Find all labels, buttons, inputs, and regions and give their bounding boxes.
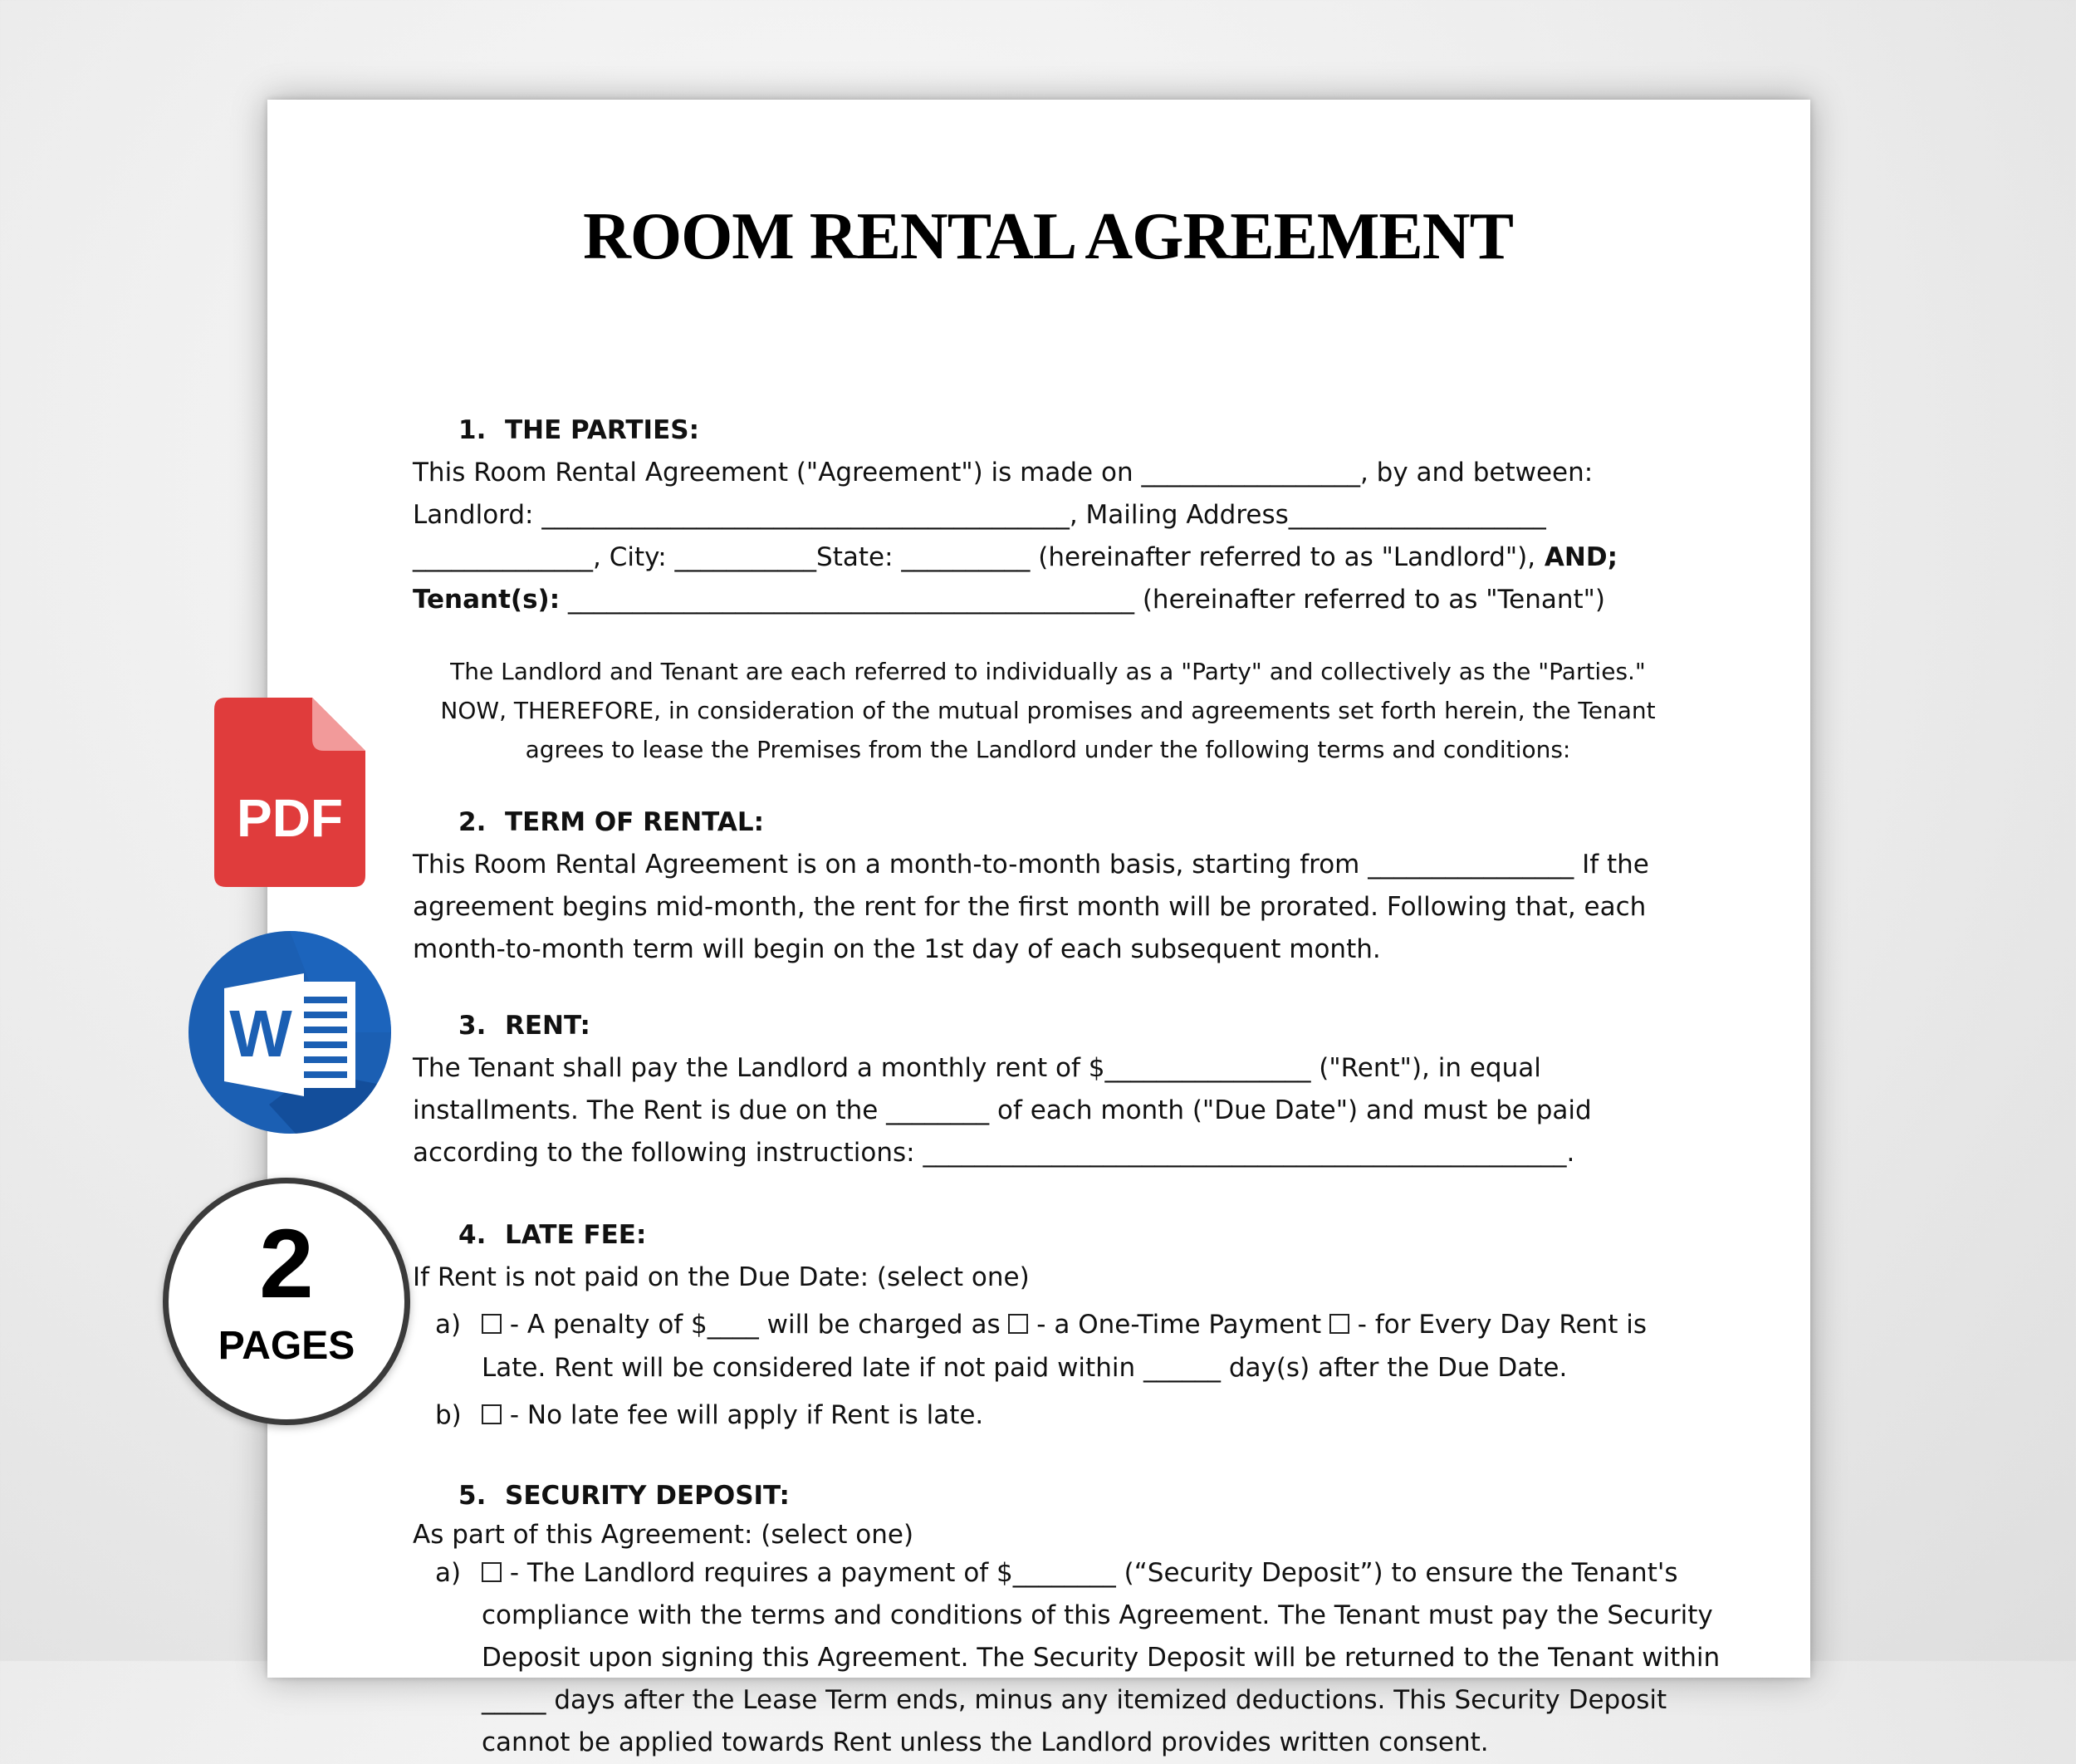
parties-intro-line-2: NOW, THEREFORE, in consideration of the mutual promises and agreements set forth herein, the Tenant [440,697,1656,724]
pages-count-badge [163,1178,410,1425]
deposit-line-3: Deposit upon signing this Agreement. The Security Deposit will be returned to the Tenant within [482,1643,1721,1673]
term-line-1: This Room Rental Agreement is on a month-to-month basis, starting from ________________ If the [413,850,1649,880]
tenant-line-text: ____________________________________________ (hereinafter referred to as "Tenant") [560,585,1606,615]
deposit-line-2: compliance with the terms and conditions of this Agreement. The Tenant must pay the Security [482,1600,1713,1630]
every-day-checkbox[interactable] [1329,1314,1349,1334]
section-title: LATE FEE: [505,1220,647,1250]
every-day-text: - for Every Day Rent is [1349,1310,1647,1340]
section-number: 1. [458,415,487,445]
deposit-option-a [435,1552,1678,1595]
word-file-icon [188,930,392,1134]
section-heading-term [458,801,764,844]
word-letter: W [229,997,292,1071]
parties-line-3 [413,537,1618,579]
no-late-fee-checkbox[interactable] [482,1404,502,1424]
section-title: SECURITY DEPOSIT: [505,1481,790,1511]
parties-line-3-text: ______________, City: ___________State: __________ (hereinafter referred to as "Landlord"), [413,542,1536,572]
late-fee-option-a [435,1304,1647,1346]
no-late-fee-text: - No late fee will apply if Rent is late. [502,1400,984,1430]
section-title: THE PARTIES: [505,415,699,445]
parties-line-1: This Room Rental Agreement ("Agreement") is made on _________________, by and between: [413,458,1594,488]
section-number: 4. [458,1220,487,1250]
section-heading-late-fee [458,1214,646,1257]
late-fee-option-a-cont: Late. Rent will be considered late if not paid within ______ day(s) after the Due Date. [482,1353,1568,1383]
section-number: 2. [458,807,487,837]
pages-label: PAGES [218,1324,355,1368]
parties-line-2: Landlord: _________________________________________, Mailing Address____________________ [413,500,1546,530]
section-title: RENT: [505,1011,590,1041]
term-line-3: month-to-month term will begin on the 1st day of each subsequent month. [413,934,1381,964]
deposit-required-text: - The Landlord requires a payment of $________ (“Security Deposit”) to ensure the Tenant's [502,1558,1678,1588]
one-time-payment-checkbox[interactable] [1008,1314,1028,1334]
tenant-label: Tenant(s): [413,585,561,615]
section-number: 5. [458,1481,487,1511]
pdf-label: PDF [237,788,343,848]
late-fee-intro: If Rent is not paid on the Due Date: (select one) [413,1262,1030,1292]
deposit-intro: As part of this Agreement: (select one) [413,1520,914,1550]
section-heading-rent [458,1005,590,1047]
pages-number: 2 [259,1209,314,1319]
late-fee-penalty-text: - A penalty of $____ will be charged as [502,1310,1009,1340]
pdf-file-icon [214,698,365,887]
section-title: TERM OF RENTAL: [505,807,765,837]
document-title: ROOM RENTAL AGREEMENT [583,200,1513,273]
deposit-required-checkbox[interactable] [482,1562,502,1582]
section-heading-security-deposit [458,1475,790,1517]
rent-line-2: installments. The Rent is due on the ________ of each month ("Due Date") and must be paid [413,1095,1592,1125]
rent-line-1: The Tenant shall pay the Landlord a monthly rent of $________________ ("Rent"), in equal [413,1053,1541,1083]
deposit-line-4: _____ days after the Lease Term ends, minus any itemized deductions. This Security Deposit [482,1685,1667,1715]
rent-line-3: according to the following instructions: __________________________________________________. [413,1138,1575,1168]
term-line-2: agreement begins mid-month, the rent for the first month will be prorated. Following that, each [413,892,1647,922]
parties-and-label: AND; [1535,542,1618,572]
document-page [267,100,1810,1757]
parties-line-4 [413,579,1605,621]
section-heading-parties [458,409,699,452]
option-marker: a) [435,1558,462,1588]
option-marker: b) [435,1400,462,1430]
one-time-payment-text: - a One-Time Payment [1028,1310,1329,1340]
late-fee-option-b [435,1394,983,1437]
parties-intro-line-3: agrees to lease the Premises from the Landlord under the following terms and conditions: [525,736,1571,763]
option-marker: a) [435,1310,462,1340]
word-icon-shape [188,930,392,1134]
late-fee-penalty-checkbox[interactable] [482,1314,502,1334]
parties-intro-line-1: The Landlord and Tenant are each referred to individually as a "Party" and collectively as the "Parties." [450,658,1646,685]
section-number: 3. [458,1011,487,1041]
deposit-line-5: cannot be applied towards Rent unless the Landlord provides written consent. [482,1727,1489,1757]
